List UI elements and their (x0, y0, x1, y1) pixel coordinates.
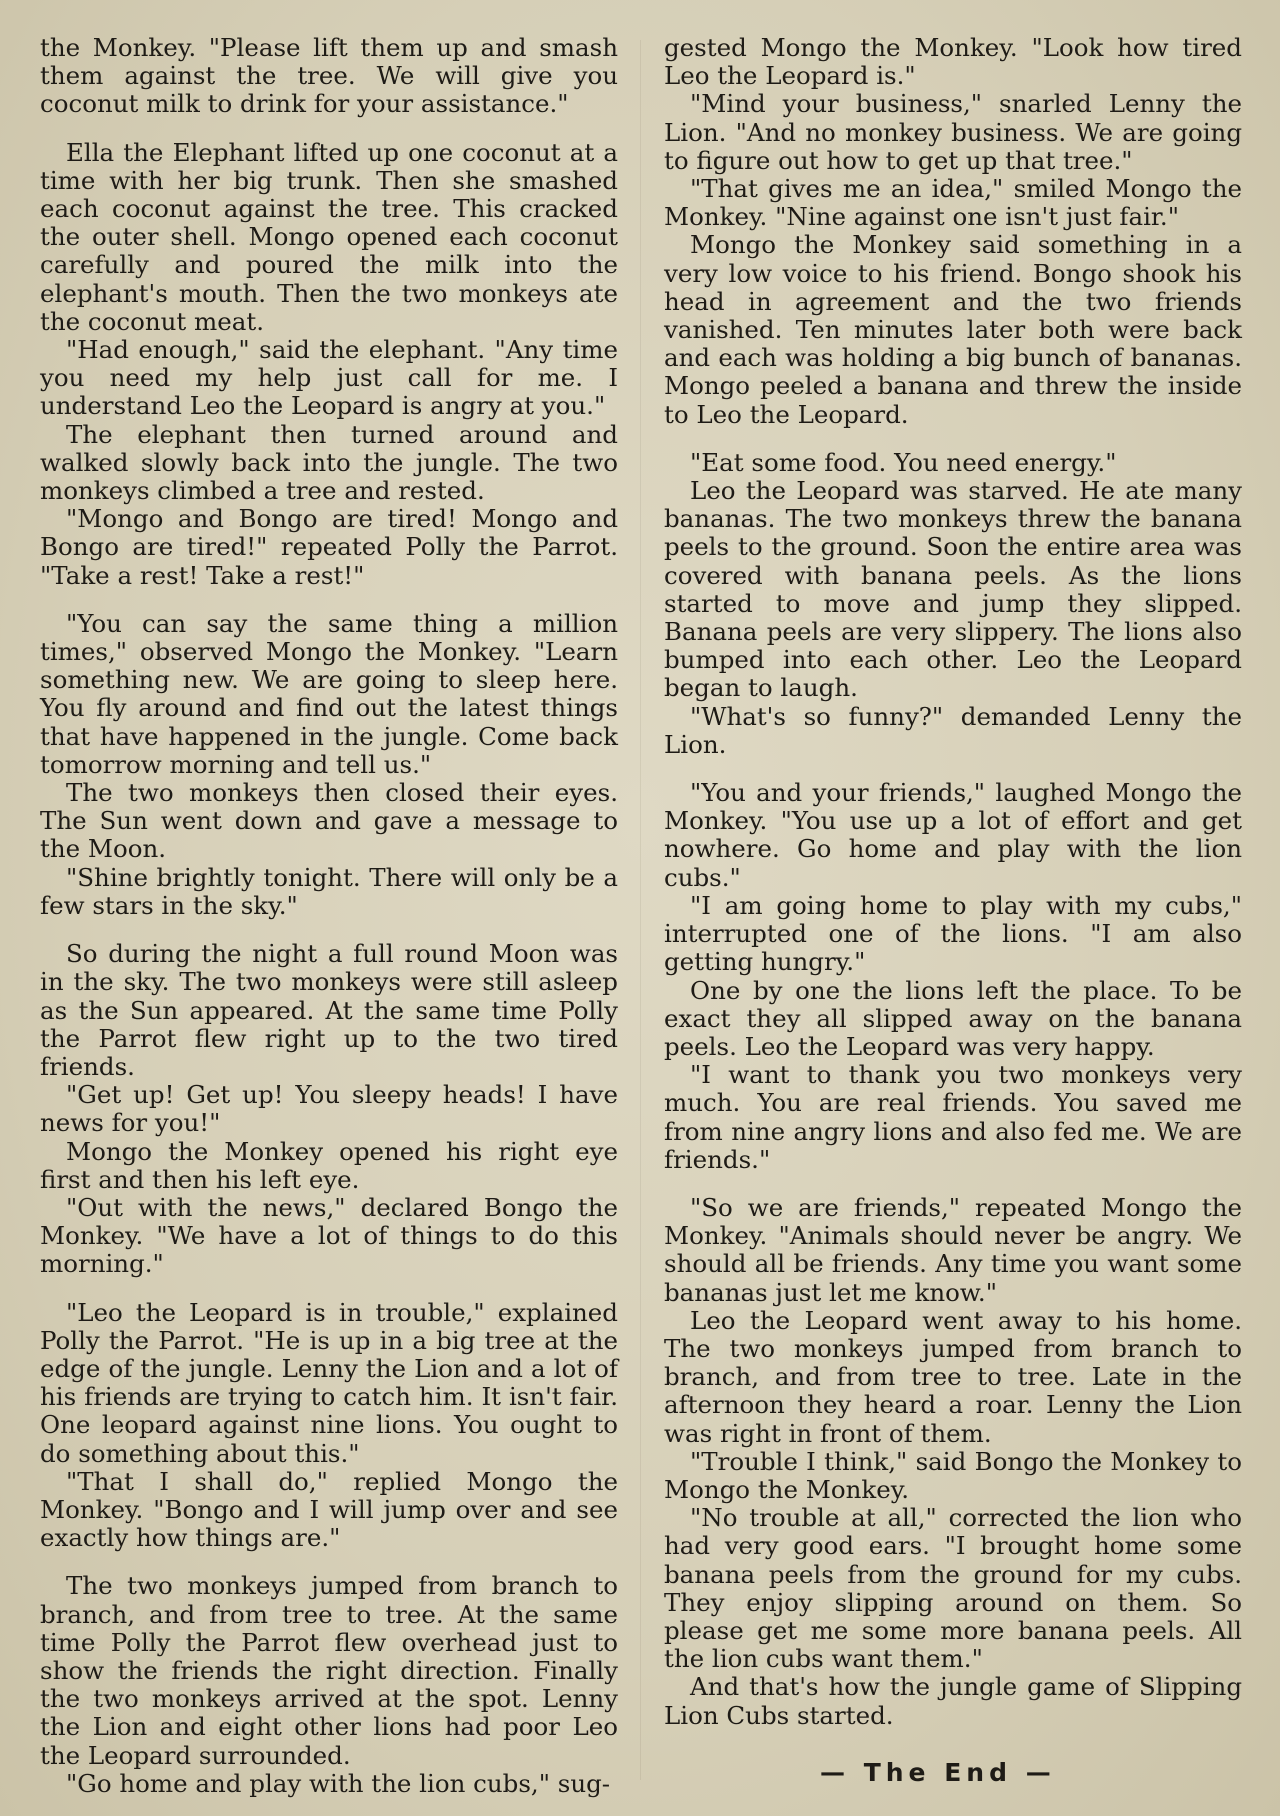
column-divider (640, 40, 641, 1780)
the-end-mark: — The End — (820, 1758, 1056, 1787)
paragraph: the Monkey. "Please lift them up and smash them against the tree. We will give you coconut milk to drink for your assistance." (40, 33, 618, 119)
paragraph: "Get up! Get up! You sleepy heads! I have news for you!" (40, 1080, 618, 1138)
paragraph: "That I shall do," replied Mongo the Monkey. "Bongo and I will jump over and see exactly how things are." (40, 1466, 618, 1553)
paragraph: "You and your friends," laughed Mongo the Monkey. "You use up a lot of effort and get nowhere. Go home and play with the lion cubs." (664, 778, 1242, 892)
left-column (40, 34, 618, 1798)
paragraph: One by one the lions left the place. To be exact they all slipped away on the banana peels. Leo the Leopard was very happy. (664, 975, 1242, 1061)
paragraph: "Mongo and Bongo are tired! Mongo and Bongo are tired!" repeated Polly the Parrot. "Take a rest! Take a rest!" (40, 504, 618, 590)
paragraph: "What's so funny?" demanded Lenny the Lion. (664, 701, 1242, 759)
paragraph: "I am going home to play with my cubs," interrupted one of the lions. "I am also getting hungry." (664, 890, 1242, 977)
paragraph: The two monkeys jumped from branch to branch, and from tree to tree. At the same time Polly the Parrot flew overhead just to show the friends the right direction. Finally the two monkeys arrived at the spot. Lenny the Lion and eight other lions had poor Leo the Leopard surrounded. (40, 1571, 618, 1770)
paragraph: gested Mongo the Monkey. "Look how tired Leo the Leopard is." (664, 33, 1242, 91)
paragraph: "Mind your business," snarled Lenny the Lion. "And no monkey business. We are going to figure out how to get up that tree." (664, 89, 1242, 175)
paragraph: The two monkeys then closed their eyes. The Sun went down and gave a message to the Moon. (40, 778, 618, 864)
paragraph: "That gives me an idea," smiled Mongo the Monkey. "Nine against one isn't just fair." (664, 174, 1242, 232)
paragraph: "Out with the news," declared Bongo the Monkey. "We have a lot of things to do this morning." (40, 1192, 618, 1279)
paragraph: "Go home and play with the lion cubs," sug- (66, 1768, 611, 1798)
paragraph: "No trouble at all," corrected the lion who had very good ears. "I brought home some banana peels from the ground for my cubs. They enjoy slipping around on them. So please get me some more banana peels. All the lion cubs want them." (664, 1503, 1242, 1674)
paragraph: "You can say the same thing a million times," observed Mongo the Monkey. "Learn something new. We are going to sleep here. You fly around and find out the latest things that have happened in the jungle. Come back tomorrow morning and tell us." (40, 608, 618, 779)
paragraph: "Had enough," said the elephant. "Any time you need my help just call for me. I understand Leo the Leopard is angry at you." (40, 335, 618, 421)
paragraph: So during the night a full round Moon was in the sky. The two monkeys were still asleep as the Sun appeared. At the same time Polly the Parrot flew right up to the two tired friends. (40, 939, 618, 1081)
right-column (664, 34, 1242, 1730)
paragraph: Leo the Leopard went away to his home. The two monkeys jumped from branch to branch, and from tree to tree. Late in the afternoon they heard a roar. Lenny the Lion was right in front of them. (664, 1305, 1242, 1448)
paragraph: "Leo the Leopard is in trouble," explained Polly the Parrot. "He is up in a big tree at the edge of the jungle. Lenny the Lion and a lot of his friends are trying to catch him. It isn't fair. One leopard against nine lions. You ought to do something about this." (40, 1297, 618, 1468)
paragraph: "Shine brightly tonight. There will only be a few stars in the sky." (40, 862, 618, 920)
paragraph: "I want to thank you two monkeys very much. You are real friends. You saved me from nine angry lions and also fed me. We are friends." (664, 1060, 1242, 1174)
paragraph: "So we are friends," repeated Mongo the Monkey. "Animals should never be angry. We should all be friends. Any time you want some bananas just let me know." (664, 1192, 1242, 1307)
paragraph: "Eat some food. You need energy." (690, 447, 1117, 477)
paragraph: Mongo the Monkey opened his right eye first and then his left eye. (40, 1136, 618, 1194)
paragraph: The elephant then turned around and walked slowly back into the jungle. The two monkeys climbed a tree and rested. (40, 419, 618, 506)
paragraph: "Trouble I think," said Bongo the Monkey to Mongo the Monkey. (664, 1446, 1242, 1504)
paragraph: Leo the Leopard was starved. He ate many bananas. The two monkeys threw the banana peels to the ground. Soon the entire area was covered with banana peels. As the lions started to move and jump they slipped. Banana peels are very slippery. The lions also bumped into each other. Leo the Leopard began to laugh. (664, 476, 1242, 703)
paragraph: Ella the Elephant lifted up one coconut at a time with her big trunk. Then she smashed each coconut against the tree. This cracked the outer shell. Mongo opened each coconut carefully and poured the milk into the elephant's mouth. Then the two monkeys ate the coconut meat. (40, 137, 618, 336)
paragraph: And that's how the jungle game of Slipping Lion Cubs started. (664, 1672, 1242, 1730)
paragraph: Mongo the Monkey said something in a very low voice to his friend. Bongo shook his head in agreement and the two friends vanished. Ten minutes later both were back and each was holding a big bunch of bananas. Mongo peeled a banana and threw the inside to Leo the Leopard. (664, 230, 1242, 429)
